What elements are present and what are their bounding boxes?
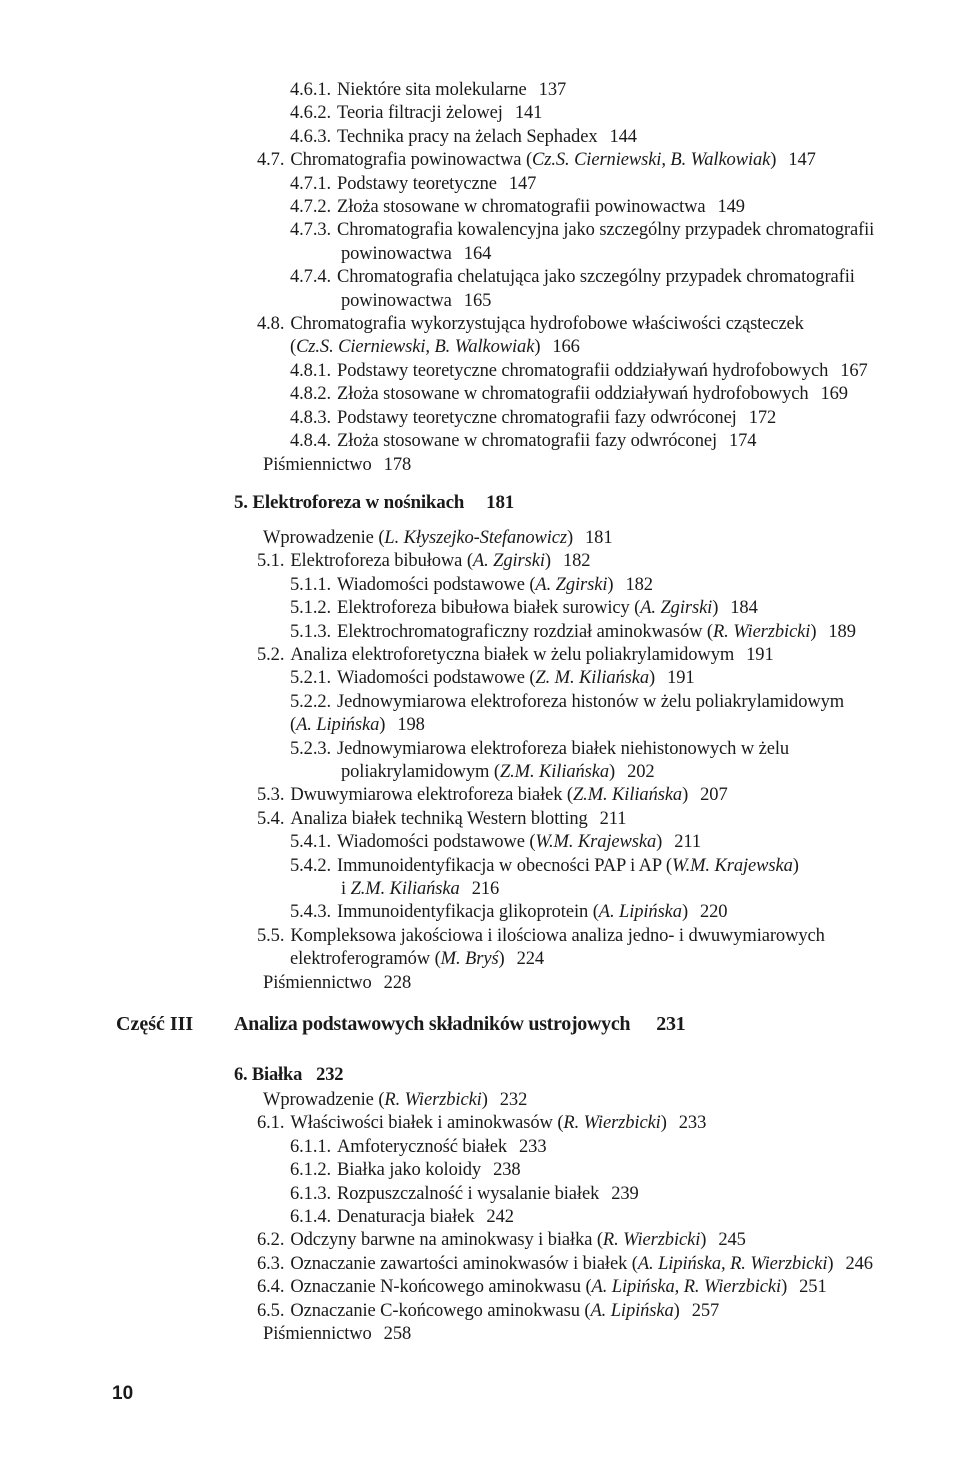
toc-entry bbox=[0, 126, 960, 149]
toc-entry bbox=[0, 266, 960, 289]
entry-page-number: 233 bbox=[519, 1136, 547, 1157]
chapter-page-number: 232 bbox=[316, 1065, 344, 1086]
part-page-number: 231 bbox=[656, 1013, 686, 1036]
entry-authors: (A. Lipińska) bbox=[592, 902, 688, 923]
entry-number: 4.7.4. bbox=[290, 267, 332, 288]
entry-title: Złoża stosowane w chromatografii oddziaływań hydrofobowych bbox=[337, 384, 809, 405]
entry-title: Właściwości białek i aminokwasów bbox=[290, 1113, 553, 1134]
entry-title: Wiadomości podstawowe bbox=[337, 832, 525, 853]
entry-number: 5.4. bbox=[257, 808, 285, 829]
entry-authors: (R. Wierzbicki) bbox=[378, 1090, 488, 1111]
entry-number: 4.8. bbox=[257, 314, 285, 335]
toc-entry bbox=[0, 1206, 960, 1229]
toc-entry bbox=[0, 831, 960, 854]
entry-page-number: 239 bbox=[611, 1183, 639, 1204]
entry-page-number: 238 bbox=[493, 1160, 521, 1181]
entry-page-number: 144 bbox=[609, 126, 637, 147]
entry-number: 5.4.1. bbox=[290, 832, 332, 853]
chapter-heading bbox=[0, 1063, 960, 1087]
entry-authors: (L. Kłyszejko-Stefanowicz) bbox=[378, 527, 574, 548]
entry-authors: (Z.M. Kiliańska) bbox=[566, 785, 689, 806]
entry-number: 5.2.3. bbox=[290, 738, 332, 759]
entry-title: Chromatografia kowalencyjna jako szczególny przypadek chromatografii bbox=[337, 220, 875, 241]
entry-page-number: 224 bbox=[516, 949, 545, 970]
entry-page-number: 137 bbox=[538, 80, 567, 100]
chapter-title: Elektroforeza w nośnikach bbox=[252, 491, 465, 513]
entry-authors: (A. Lipińska) bbox=[584, 1300, 680, 1321]
toc-entry bbox=[0, 784, 960, 807]
entry-number: 5.5. bbox=[257, 925, 285, 946]
toc-entry bbox=[0, 219, 960, 242]
entry-page-number: 178 bbox=[383, 454, 412, 475]
entry-title: Złoża stosowane w chromatografii fazy odwróconej bbox=[337, 431, 717, 452]
entry-authors: Z.M. Kiliańska bbox=[350, 879, 460, 899]
entry-number: 6.3. bbox=[257, 1253, 285, 1274]
toc-entry bbox=[0, 527, 960, 550]
entry-title: poliakrylamidowym bbox=[341, 761, 490, 782]
entry-title: Piśmiennictwo bbox=[263, 454, 372, 475]
entry-title: Elektrochromatograficzny rozdział aminokwasów bbox=[337, 621, 703, 642]
entry-page-number: 242 bbox=[486, 1207, 514, 1228]
entry-title: Podstawy teoretyczne chromatografii oddziaływań hydrofobowych bbox=[337, 360, 829, 381]
entry-page-number: 211 bbox=[599, 808, 627, 829]
toc-entry bbox=[0, 925, 960, 948]
entry-number: 5.1. bbox=[257, 551, 285, 572]
toc-entry bbox=[0, 336, 960, 359]
entry-page-number: 251 bbox=[799, 1277, 827, 1298]
toc-entry bbox=[0, 667, 960, 690]
entry-page-number: 257 bbox=[691, 1300, 720, 1321]
entry-authors: (W.M. Krajewska) bbox=[665, 855, 799, 876]
toc-entry bbox=[0, 855, 960, 878]
part-title-text: Analiza podstawowych składników ustrojowych bbox=[234, 1013, 631, 1036]
toc-entry bbox=[0, 1112, 960, 1135]
entry-title: Oznaczanie N-końcowego aminokwasu bbox=[290, 1277, 581, 1298]
entry-title: Podstawy teoretyczne chromatografii fazy odwróconej bbox=[337, 407, 737, 428]
entry-authors: (A. Zgirski) bbox=[529, 574, 614, 595]
entry-authors: (A. Zgirski) bbox=[634, 598, 719, 619]
part-label: Część III bbox=[116, 1013, 194, 1036]
entry-page-number: 181 bbox=[585, 527, 613, 548]
entry-number: 4.8.2. bbox=[290, 384, 332, 405]
entry-title: Niektóre sita molekularne bbox=[337, 80, 527, 100]
entry-title: Dwuwymiarowa elektroforeza białek bbox=[290, 785, 563, 806]
entry-page-number: 147 bbox=[508, 173, 537, 194]
entry-title: Chromatografia powinowactwa bbox=[290, 150, 522, 171]
toc-entry bbox=[0, 1159, 960, 1182]
part-heading bbox=[0, 1009, 960, 1043]
entry-authors: (R. Wierzbicki) bbox=[706, 621, 817, 642]
toc-entry bbox=[0, 1253, 960, 1276]
entry-number: 4.7.2. bbox=[290, 197, 332, 218]
entry-number: 4.7.1. bbox=[290, 173, 332, 194]
entry-page-number: 233 bbox=[678, 1113, 707, 1134]
entry-page-number: 174 bbox=[729, 431, 757, 452]
entry-authors: (M. Bryś) bbox=[434, 949, 505, 970]
entry-title: Podstawy teoretyczne bbox=[337, 173, 497, 194]
entry-number: 6.1.3. bbox=[290, 1183, 332, 1204]
entry-title: Chromatografia chelatująca jako szczególny przypadek chromatografii bbox=[337, 267, 855, 288]
entry-title: Rozpuszczalność i wysalanie białek bbox=[337, 1183, 600, 1204]
entry-authors: (Cz.S. Cierniewski, B. Walkowiak) bbox=[525, 150, 777, 171]
entry-page-number: 245 bbox=[718, 1230, 746, 1251]
chapter-number: 5. bbox=[234, 491, 248, 513]
toc-entry bbox=[0, 383, 960, 406]
entry-title: Piśmiennictwo bbox=[263, 972, 372, 993]
toc-entry bbox=[0, 550, 960, 573]
toc-entry bbox=[0, 597, 960, 620]
entry-authors: (Cz.S. Cierniewski, B. Walkowiak) bbox=[290, 337, 541, 358]
entry-number: 5.4.2. bbox=[290, 855, 332, 876]
entry-number: 5.4.3. bbox=[290, 902, 332, 923]
entry-title: Wiadomości podstawowe bbox=[337, 574, 525, 595]
entry-page-number: 191 bbox=[746, 644, 774, 665]
toc-entry bbox=[0, 79, 960, 102]
entry-authors: (W.M. Krajewska) bbox=[529, 832, 663, 853]
entry-authors: (R. Wierzbicki) bbox=[557, 1113, 667, 1134]
entry-page-number: 184 bbox=[730, 598, 758, 619]
entry-number: 6.1.2. bbox=[290, 1160, 332, 1181]
toc-entry bbox=[0, 878, 960, 901]
entry-number: 5.1.1. bbox=[290, 574, 332, 595]
toc-entry bbox=[0, 360, 960, 383]
chapter-page-number: 181 bbox=[486, 491, 515, 513]
entry-authors: (A. Lipińska, R. Wierzbicki) bbox=[631, 1253, 834, 1274]
chapter-title: Białka bbox=[251, 1065, 303, 1086]
entry-number: 4.6.3. bbox=[290, 126, 332, 147]
entry-number: 4.7.3. bbox=[290, 220, 332, 241]
toc-entry bbox=[0, 173, 960, 196]
toc-section-chapter-6 bbox=[0, 1063, 960, 1346]
entry-title: elektroferogramów bbox=[290, 949, 431, 970]
entry-title: Wprowadzenie bbox=[263, 1090, 374, 1111]
toc-entry bbox=[0, 808, 960, 831]
entry-page-number: 191 bbox=[667, 668, 695, 689]
entry-number: 5.3. bbox=[257, 785, 285, 806]
entry-number: 5.2. bbox=[257, 644, 285, 665]
toc-entry bbox=[0, 1276, 960, 1299]
toc-entry bbox=[0, 1229, 960, 1252]
entry-title: Wiadomości podstawowe bbox=[337, 668, 525, 689]
entry-number: 6.1. bbox=[257, 1113, 285, 1134]
toc-entry bbox=[0, 714, 960, 737]
entry-number: 5.2.2. bbox=[290, 691, 332, 712]
entry-title: Oznaczanie C-końcowego aminokwasu bbox=[290, 1300, 580, 1321]
toc-entry bbox=[0, 1136, 960, 1159]
entry-title: Elektroforeza bibułowa białek surowicy bbox=[337, 598, 630, 619]
toc-entry bbox=[0, 313, 960, 336]
entry-number: 4.8.1. bbox=[290, 360, 332, 381]
entry-title: Wprowadzenie bbox=[263, 527, 374, 548]
table-of-contents bbox=[0, 79, 960, 1347]
toc-entry bbox=[0, 574, 960, 597]
entry-page-number: 189 bbox=[828, 621, 856, 642]
entry-page-number: 165 bbox=[463, 290, 492, 311]
entry-number: 4.6.1. bbox=[290, 80, 332, 100]
entry-title: Złoża stosowane w chromatografii powinowactwa bbox=[337, 197, 706, 218]
entry-title: Jednowymiarowa elektroforeza histonów w żelu poliakrylamidowym bbox=[337, 691, 845, 712]
entry-page-number: 147 bbox=[788, 150, 816, 171]
entry-page-number: 207 bbox=[700, 785, 728, 806]
entry-title: Piśmiennictwo bbox=[263, 1324, 372, 1345]
toc-entry bbox=[0, 243, 960, 266]
entry-title: Analiza białek techniką Western blotting bbox=[290, 808, 588, 829]
entry-number: 6.5. bbox=[257, 1300, 285, 1321]
entry-title: powinowactwa bbox=[341, 290, 452, 311]
toc-entry bbox=[0, 196, 960, 219]
entry-title: powinowactwa bbox=[341, 243, 452, 264]
entry-page-number: 169 bbox=[820, 384, 848, 405]
entry-number: 4.8.4. bbox=[290, 431, 332, 452]
toc-entry bbox=[0, 948, 960, 971]
toc-entry bbox=[0, 644, 960, 667]
entry-title: Analiza elektroforetyczna białek w żelu poliakrylamidowym bbox=[290, 644, 735, 665]
entry-title: Denaturacja białek bbox=[337, 1207, 475, 1228]
toc-entry bbox=[0, 149, 960, 172]
toc-entry bbox=[0, 621, 960, 644]
toc-entry bbox=[0, 1089, 960, 1112]
entry-authors: (A. Zgirski) bbox=[466, 551, 551, 572]
chapter-number: 6. bbox=[234, 1065, 248, 1086]
entry-number: 5.2.1. bbox=[290, 668, 332, 689]
entry-title: i bbox=[341, 879, 347, 899]
entry-number: 6.1.1. bbox=[290, 1136, 332, 1157]
entry-title: Teoria filtracji żelowej bbox=[337, 103, 503, 124]
toc-entry bbox=[0, 1323, 960, 1346]
entry-page-number: 172 bbox=[748, 407, 777, 428]
entry-title: Elektroforeza bibułowa bbox=[290, 551, 463, 572]
entry-number: 5.1.2. bbox=[290, 598, 332, 619]
chapter-heading bbox=[0, 491, 960, 515]
entry-title: Amfoteryczność białek bbox=[337, 1136, 508, 1157]
toc-entry bbox=[0, 102, 960, 125]
entry-page-number: 258 bbox=[383, 1324, 412, 1345]
toc-entry bbox=[0, 1183, 960, 1206]
entry-page-number: 164 bbox=[463, 243, 492, 264]
entry-title: Technika pracy na żelach Sephadex bbox=[337, 126, 598, 147]
entry-authors: (A. Lipińska, R. Wierzbicki) bbox=[585, 1277, 788, 1298]
entry-page-number: 167 bbox=[840, 360, 868, 381]
toc-entry bbox=[0, 972, 960, 995]
entry-page-number: 141 bbox=[514, 103, 543, 124]
entry-authors: (Z.M. Kiliańska) bbox=[493, 761, 616, 782]
entry-title: Chromatografia wykorzystująca hydrofobowe właściwości cząsteczek bbox=[290, 314, 804, 335]
entry-number: 4.6.2. bbox=[290, 103, 332, 124]
entry-number: 4.7. bbox=[257, 150, 285, 171]
entry-number: 6.2. bbox=[257, 1230, 285, 1251]
entry-page-number: 202 bbox=[627, 761, 655, 782]
entry-title: Immunoidentyfikacja w obecności PAP i AP bbox=[337, 855, 662, 876]
entry-page-number: 220 bbox=[700, 902, 728, 923]
toc-entry bbox=[0, 761, 960, 784]
entry-authors: (Z. M. Kiliańska) bbox=[529, 668, 656, 689]
entry-page-number: 232 bbox=[499, 1090, 528, 1111]
entry-page-number: 182 bbox=[562, 551, 591, 572]
entry-page-number: 182 bbox=[625, 574, 653, 595]
entry-number: 6.4. bbox=[257, 1277, 285, 1298]
entry-page-number: 228 bbox=[383, 972, 412, 993]
toc-entry bbox=[0, 454, 960, 477]
entry-page-number: 166 bbox=[552, 337, 580, 358]
entry-number: 5.1.3. bbox=[290, 621, 332, 642]
toc-entry bbox=[0, 430, 960, 453]
toc-entry bbox=[0, 1300, 960, 1323]
entry-page-number: 216 bbox=[471, 879, 500, 899]
toc-entry bbox=[0, 407, 960, 430]
entry-authors: (A. Lipińska) bbox=[290, 715, 386, 736]
entry-number: 6.1.4. bbox=[290, 1207, 332, 1228]
entry-authors: (R. Wierzbicki) bbox=[596, 1230, 707, 1251]
entry-page-number: 198 bbox=[397, 715, 425, 736]
entry-title: Jednowymiarowa elektroforeza białek niehistonowych w żelu bbox=[337, 738, 790, 759]
entry-title: Kompleksowa jakościowa i ilościowa analiza jedno- i dwuwymiarowych bbox=[290, 925, 825, 946]
entry-title: Odczyny barwne na aminokwasy i białka bbox=[290, 1230, 593, 1251]
entry-title: Immunoidentyfikacja glikoprotein bbox=[337, 902, 589, 923]
toc-entry bbox=[0, 290, 960, 313]
page-number: 10 bbox=[112, 1383, 134, 1404]
entry-page-number: 211 bbox=[674, 832, 701, 853]
entry-page-number: 149 bbox=[717, 197, 745, 218]
part-title bbox=[234, 1009, 685, 1039]
entry-page-number: 246 bbox=[845, 1253, 873, 1274]
entry-number: 4.8.3. bbox=[290, 407, 332, 428]
entry-title: Białka jako koloidy bbox=[337, 1160, 482, 1181]
toc-section-chapter-4-5 bbox=[0, 79, 960, 995]
entry-title: Oznaczanie zawartości aminokwasów i białek bbox=[290, 1253, 628, 1274]
toc-entry bbox=[0, 901, 960, 924]
toc-entry bbox=[0, 738, 960, 761]
toc-entry bbox=[0, 691, 960, 714]
